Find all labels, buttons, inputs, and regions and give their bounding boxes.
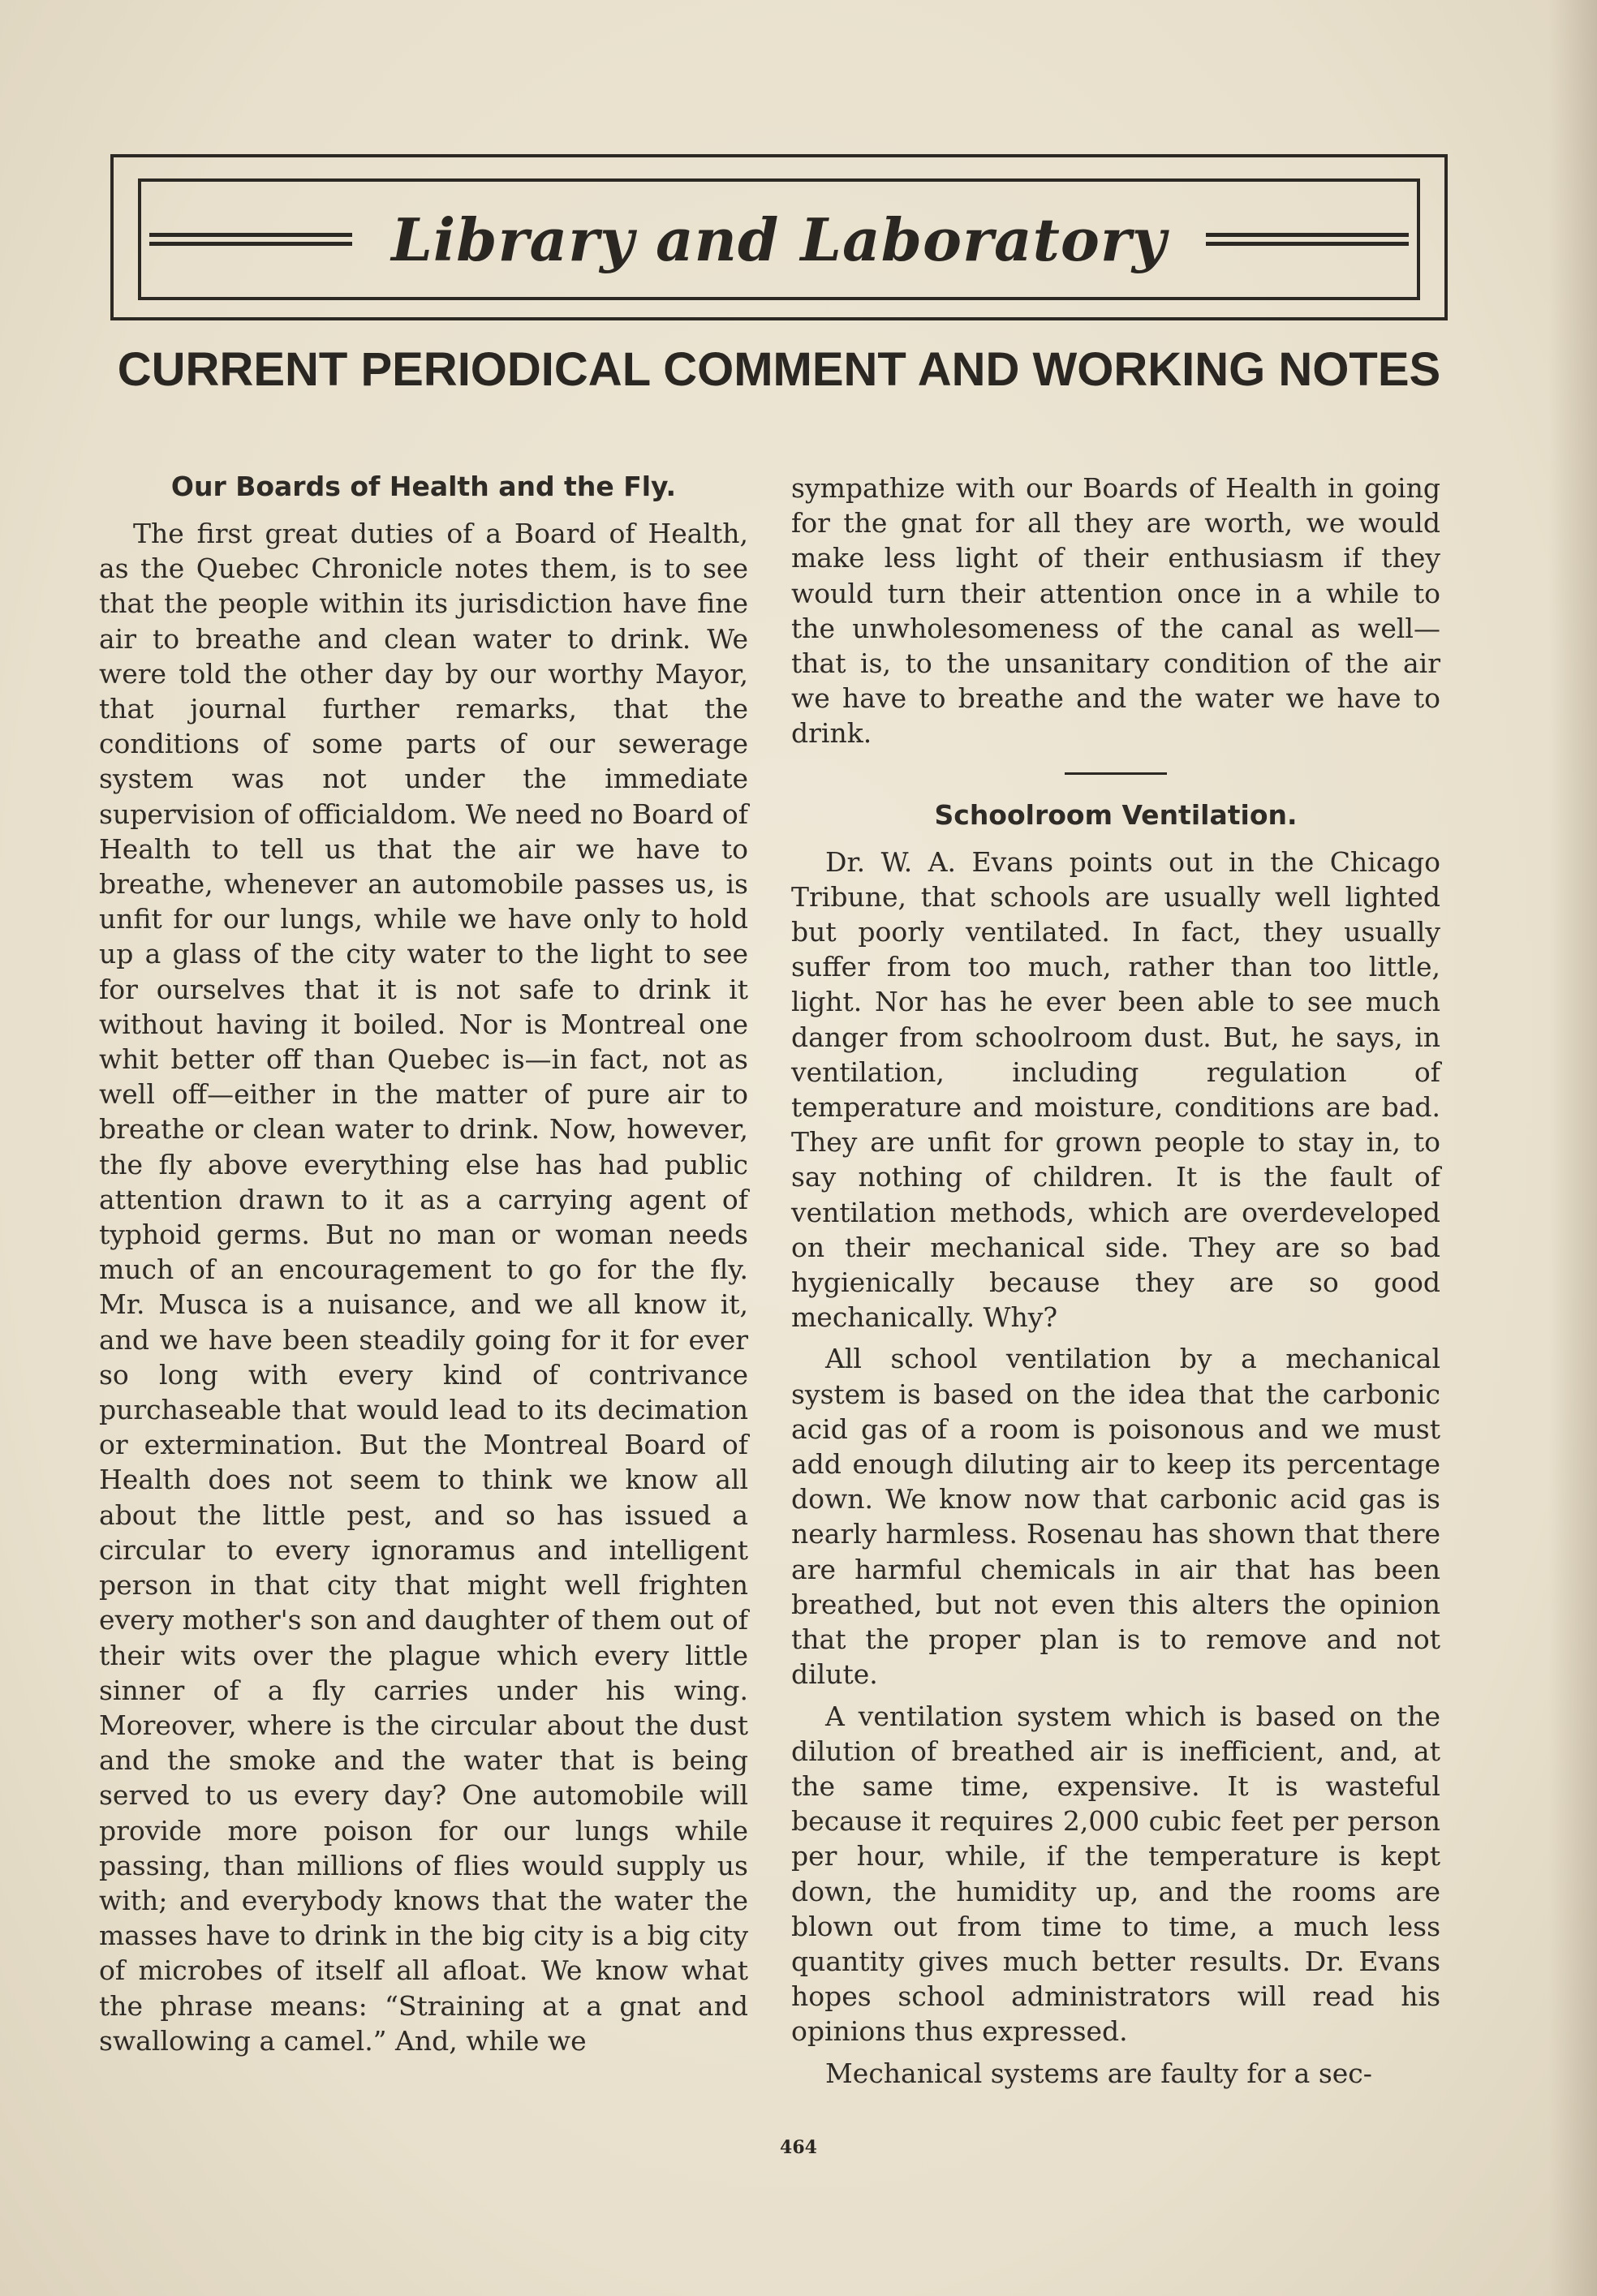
right-paragraph-2: All school ventilation by a mechanical system is based on the idea that the carbonic acid gas of a room is poisonous and we must add enough diluting air to keep its percentage down. We know now that carbonic acid gas is nearly harmless. Rosenau has shown that there are harmful chemicals in air that has been breathed, but not even this alters the opinion that the proper plan is to remove and not dilute. bbox=[791, 1343, 1440, 1691]
section-banner-title: Library and Laboratory bbox=[391, 204, 1167, 274]
page-gutter-shade bbox=[1548, 0, 1597, 2296]
article-title: CURRENT PERIODICAL COMMENT AND WORKING NOTES bbox=[117, 343, 1441, 396]
page-number: 464 bbox=[780, 2137, 817, 2158]
left-section-heading: Our Boards of Health and the Fly. bbox=[170, 471, 677, 502]
right-continuation-paragraph: sympathize with our Boards of Health in going for the gnat for all they are worth, we would make less light of their enthusiasm if they would turn their attention once in a while to the unwholesomeness of the canal as well—that is, to the unsanitary condition of the air we have to breathe and the water we have to drink. bbox=[791, 472, 1440, 750]
right-paragraph-1: Dr. W. A. Evans points out in the Chicago Tribune, that schools are usually well lighted but poorly ventilated. In fact, they usually suffer from too much, rather than too little, light. Nor has he ever been able to see much danger from schoolroom dust. But, he says, in ventilation, including regulation of temperature and moisture, conditions are bad. They are unfit for grown people to stay in, to say nothing of children. It is the fault of ventilation methods, which are overdeveloped on their mechanical side. They are so bad hygienically because they are so good mechanically. Why? bbox=[791, 845, 1440, 1334]
left-column bbox=[99, 469, 748, 2065]
right-paragraph-4: Mechanical systems are faulty for a sec- bbox=[825, 2057, 1372, 2089]
right-column bbox=[791, 471, 1440, 2097]
header-banner bbox=[138, 178, 1420, 300]
section-divider bbox=[1065, 772, 1167, 775]
right-paragraph-3: A ventilation system which is based on the dilution of breathed air is inefficient, and, at the same time, expensive. It is wasteful because it requires 2,000 cubic feet per person per hour, while, if the temperature is kept down, the humidity up, and the rooms are blown out from time to time, a much less quantity gives much better results. Dr. Evans hopes school administrators will read his opinions thus expressed. bbox=[791, 1700, 1440, 2048]
left-paragraph-1: The first great duties of a Board of Health, as the Quebec Chronicle notes them, is to see that the people within its jurisdiction have fine air to breathe and clean water to drink. We were told the other day by our worthy Mayor, that journal further remarks, that the conditions of some parts of our sewerage system was not under the immediate supervision of officialdom. We need no Board of Health to tell us that the air we have to breathe, whenever an automobile passes us, is unfit for our lungs, while we have only to hold up a glass of the city water to the light to see for ourselves that it is not safe to drink it without having it boiled. Nor is Montreal one whit better off than Quebec is—in fact, not as well off—either in the matter of pure air to breathe or clean water to drink. Now, however, the fly above everything else has had public attention drawn to it as a carrying agent of typhoid germs. But no man or woman needs much of an encouragement to go for the fly. Mr. Musca is a nuisance, and we all know it, and we have been steadily going for it for ever so long with every kind of contrivance purchaseable that would lead to its decimation or extermination. But the Montreal Board of Health does not seem to think we know all about the little pest, and so has issued a circular to every ignoramus and intelligent person in that city that might well frighten every mother's son and daughter of them out of their wits over the plague which every little sinner of a fly carries under his wing. Moreover, where is the circular about the dust and the smoke and the water that is being served to us every day? One automobile will provide more poison for our lungs while passing, than millions of flies would supply us with; and everybody knows that the water the masses have to drink in the big city is a big city of microbes of itself all afloat. We know what the phrase means: “Straining at a gnat and swallowing a camel.” And, while we bbox=[99, 518, 749, 2057]
header-right-rule bbox=[1206, 233, 1409, 246]
header-left-rule bbox=[149, 233, 352, 246]
right-section-heading: Schoolroom Ventilation. bbox=[934, 798, 1298, 831]
